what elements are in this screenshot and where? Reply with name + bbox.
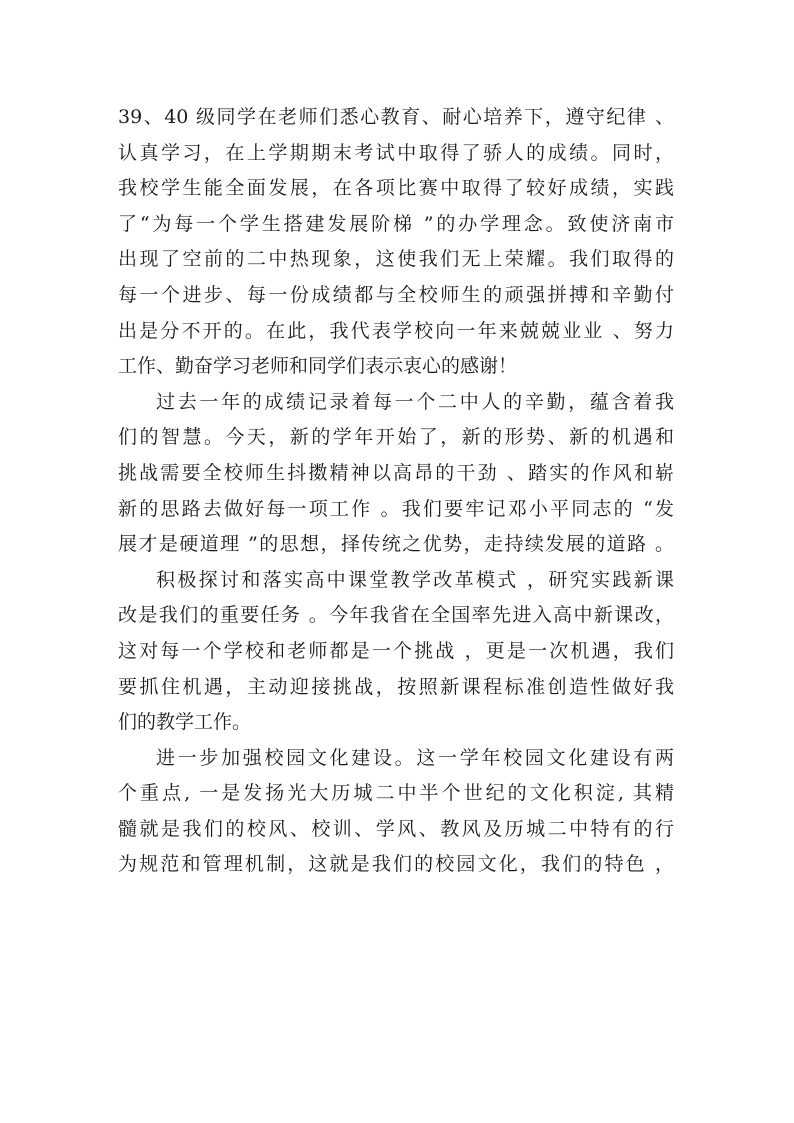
document-body (118, 100, 674, 883)
paragraph-line: 进一步加强校园文化建设。这一学年校园文化建设有两 (156, 746, 674, 769)
paragraph-3 (118, 563, 674, 741)
paragraph-line: 要抓住机遇，主动迎接挑战，按照新课程标准创造性做好我 (118, 675, 674, 698)
paragraph-line: 我校学生能全面发展，在各项比赛中取得了较好成绩，实践 (118, 177, 674, 200)
paragraph-line: 出现了空前的二中热现象，这使我们无上荣耀。我们取得的 (118, 248, 674, 271)
paragraph-line: 出是分不开的。在此，我代表学校向一年来兢兢业业 、努力 (118, 319, 674, 342)
paragraph-line: 改是我们的重要任务 。今年我省在全国率先进入高中新课改， (118, 604, 674, 627)
paragraph-line: 过去一年的成绩记录着每一个二中人的辛勤，蕴含着我 (156, 390, 674, 413)
paragraph-line: 工作、勤奋学习老师和同学们表示衷心的感谢！ (118, 355, 518, 378)
paragraph-line: 展才是硬道理 ”的思想，择传统之优势，走持续发展的道路 。 (118, 533, 674, 556)
paragraph-2 (118, 385, 674, 563)
paragraph-line: 每一个进步、每一份成绩都与全校师生的顽强拼搏和辛勤付 (118, 283, 674, 306)
paragraph-line: 挑战需要全校师生抖擞精神以高昂的干劲 、踏实的作风和崭 (118, 461, 674, 484)
paragraph-line: 髓就是我们的校风、校训、学风、教风及历城二中特有的行 (118, 817, 674, 840)
paragraph-line: 们的智慧。今天，新的学年开始了，新的形势、新的机遇和 (118, 426, 674, 449)
paragraph-line: 个重点, 一是发扬光大历城二中半个世纪的文化积淀, 其精 (118, 782, 674, 805)
paragraph-line: 新的思路去做好每一项工作 。我们要牢记邓小平同志的 “发 (118, 497, 674, 520)
paragraph-line: 认真学习，在上学期期末考试中取得了骄人的成绩。同时， (118, 141, 674, 164)
paragraph-1 (118, 100, 674, 385)
paragraph-line: 39、40 级同学在老师们悉心教育、耐心培养下，遵守纪律 、 (118, 106, 674, 128)
paragraph-4 (118, 741, 674, 883)
paragraph-line: 为规范和管理机制，这就是我们的校园文化，我们的特色 ， (118, 853, 674, 876)
paragraph-line: 们的教学工作。 (118, 711, 252, 734)
paragraph-line: 积极探讨和落实高中课堂教学改革模式 ，研究实践新课 (156, 568, 674, 591)
paragraph-line: 了“为每一个学生搭建发展阶梯 ”的办学理念。致使济南市 (118, 212, 674, 235)
paragraph-line: 这对每一个学校和老师都是一个挑战 ，更是一次机遇，我们 (118, 639, 674, 662)
